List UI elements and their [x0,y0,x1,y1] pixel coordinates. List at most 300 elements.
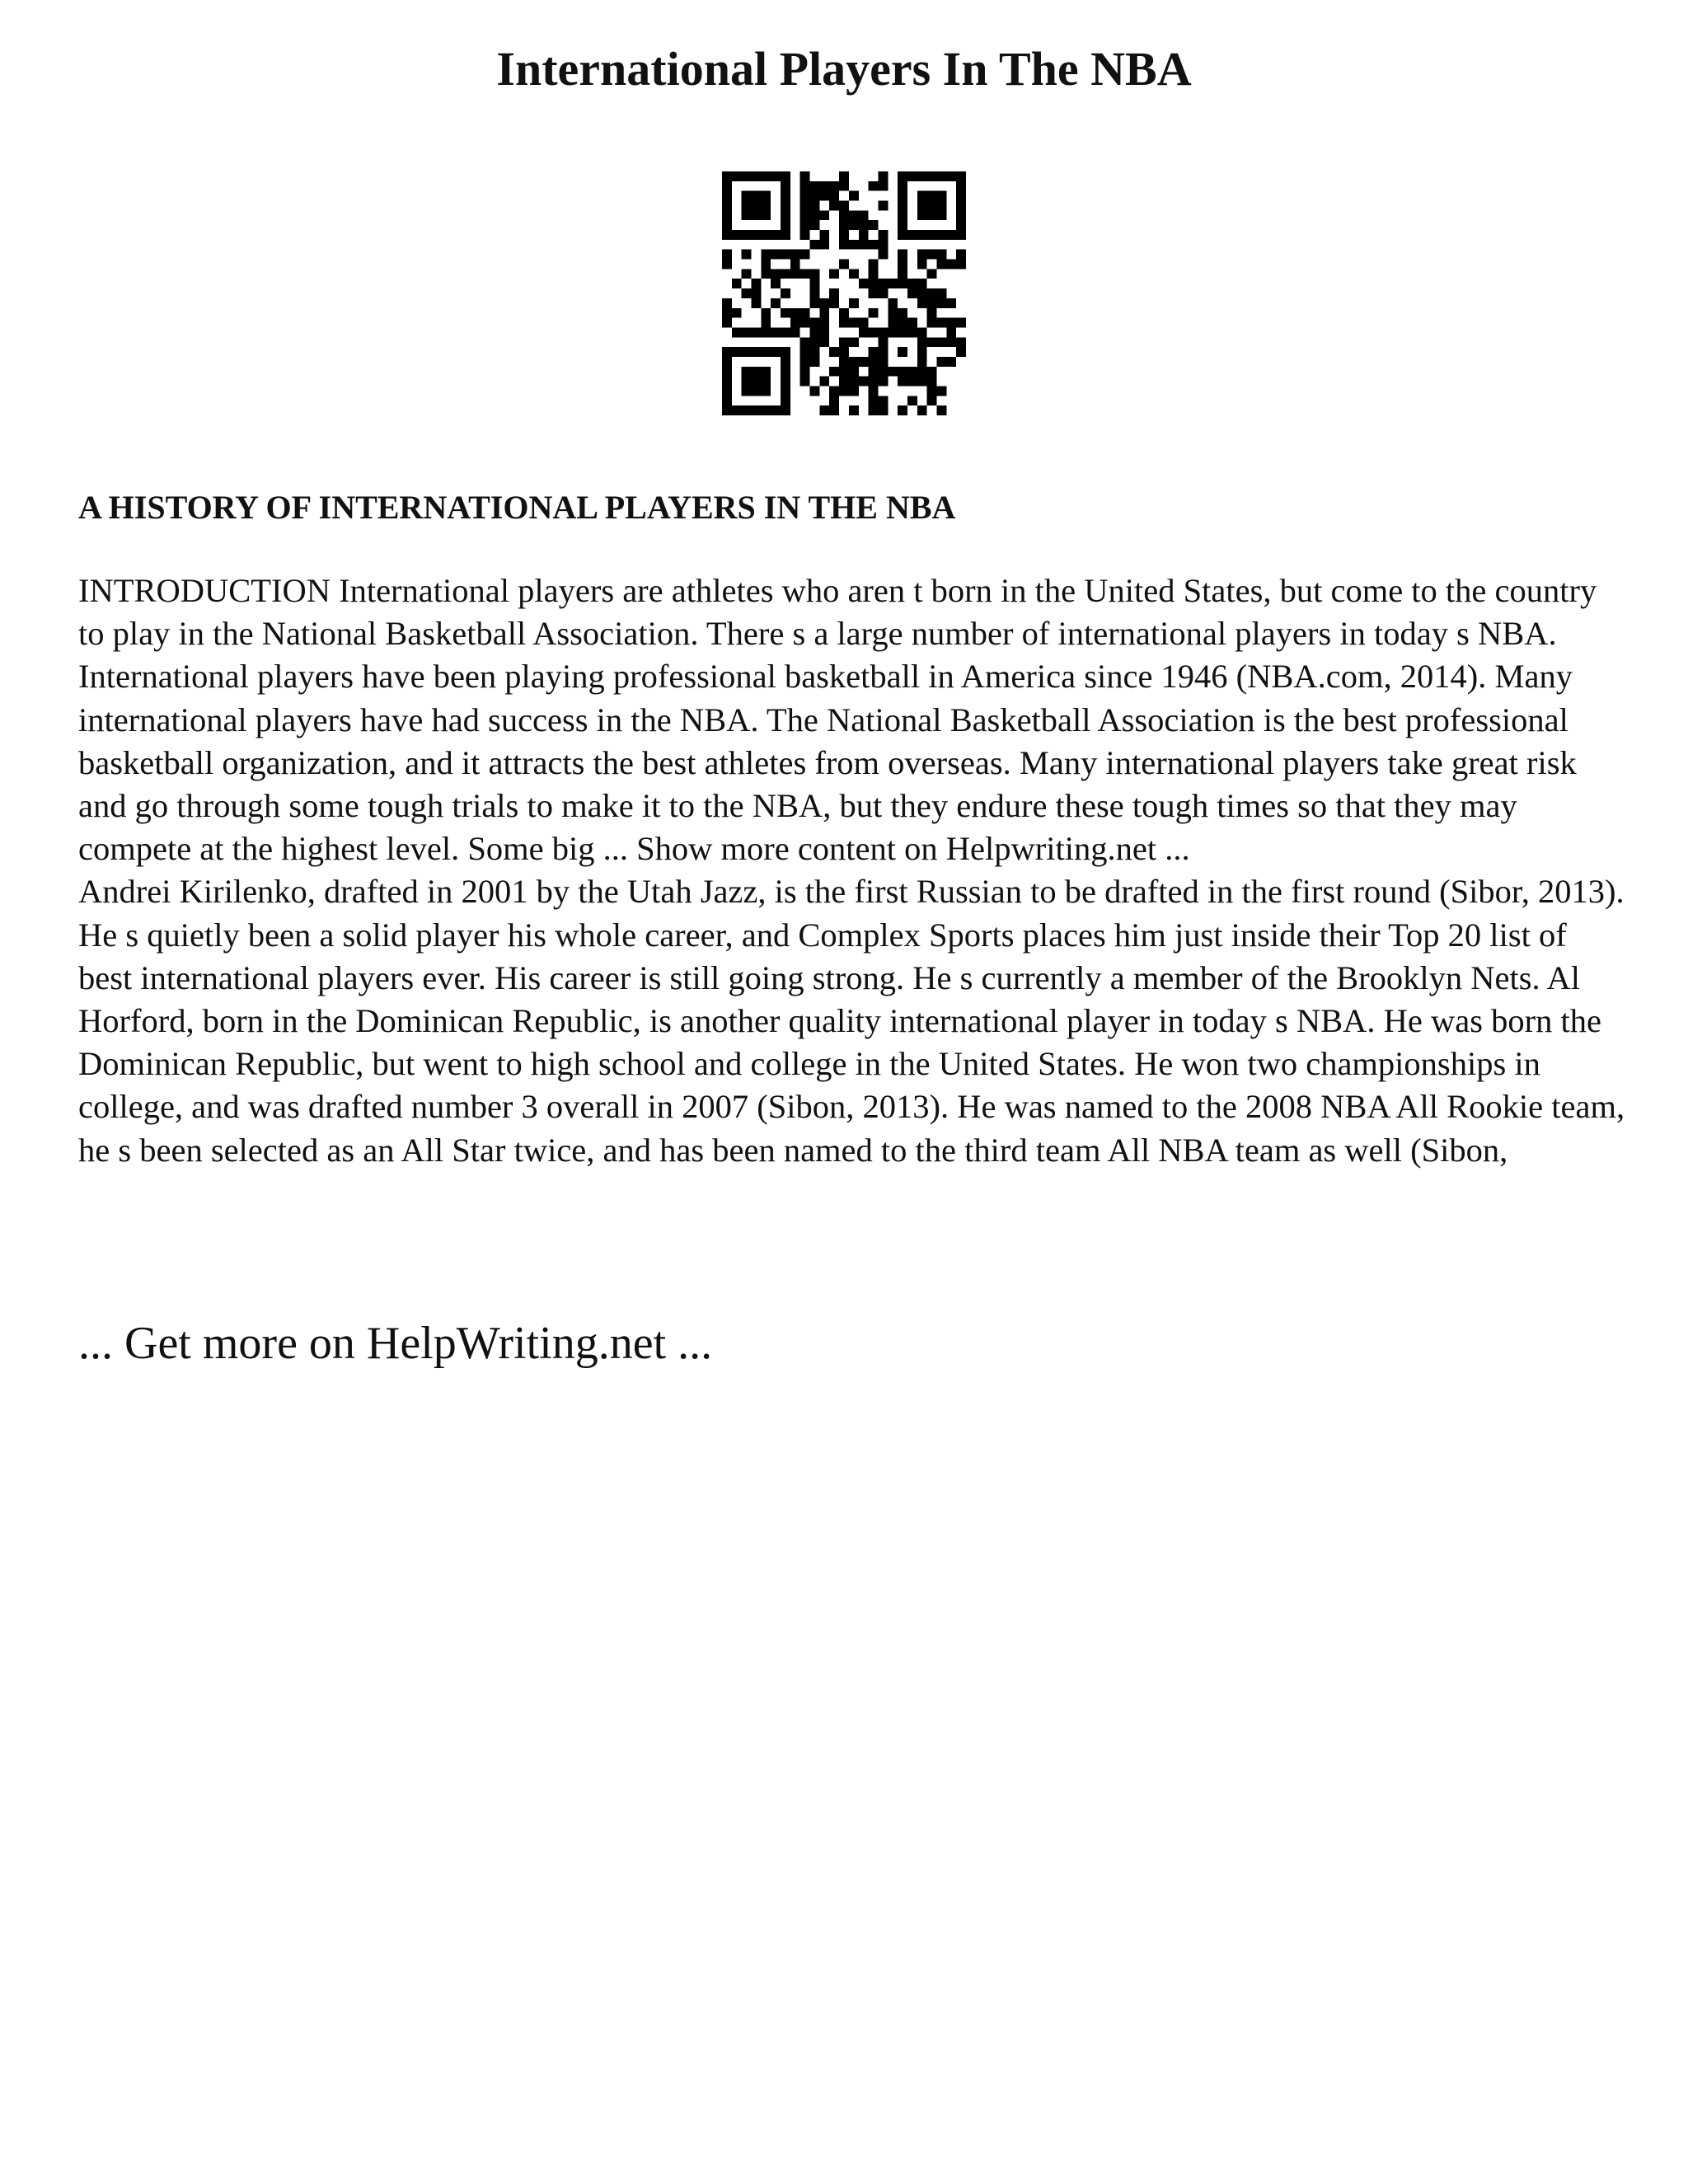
qr-module [869,288,879,298]
qr-module [849,298,859,308]
qr-module [810,318,820,328]
qr-module [839,318,849,328]
qr-module [869,308,879,318]
qr-module [781,386,790,396]
qr-module [810,240,820,250]
qr-module [800,220,810,230]
qr-module [790,250,800,260]
qr-module [722,201,732,211]
qr-module [907,171,917,181]
qr-module [829,405,839,415]
qr-module [829,181,839,191]
qr-module [839,386,849,396]
qr-module [742,171,752,181]
qr-module [800,230,810,240]
qr-module [927,298,937,308]
qr-module [878,367,888,377]
qr-module [878,337,888,347]
qr-module [859,327,869,337]
qr-module [869,386,879,396]
qr-module [917,260,927,269]
qr-module [869,327,879,337]
qr-module [907,279,917,288]
qr-module [936,201,946,211]
qr-module [956,220,966,230]
qr-module [917,191,927,201]
qr-module [869,396,879,405]
qr-module [907,377,917,387]
qr-module [829,201,839,211]
qr-module [761,171,771,181]
qr-module [878,347,888,357]
qr-module [917,357,927,367]
qr-module [752,171,762,181]
qr-module [771,405,781,415]
qr-module [927,288,937,298]
qr-module [722,250,732,260]
qr-module [771,269,781,279]
qr-module [810,269,820,279]
qr-module [946,298,956,308]
qr-module [839,337,849,347]
qr-module [829,386,839,396]
qr-module [936,318,946,328]
qr-module [859,220,869,230]
qr-module [819,318,829,328]
qr-module [888,308,898,318]
qr-module [752,210,762,220]
qr-module [810,191,820,201]
qr-module [917,327,927,337]
qr-module [888,327,898,337]
qr-module [742,250,752,260]
qr-module [898,279,907,288]
qr-module [927,201,937,211]
qr-module [859,377,869,387]
qr-module [878,396,888,405]
qr-module [810,327,820,337]
qr-module [849,386,859,396]
qr-module [781,357,790,367]
qr-module [917,298,927,308]
qr-module [761,201,771,211]
qr-module [917,367,927,377]
qr-module [888,279,898,288]
qr-module [781,377,790,387]
qr-module [819,181,829,191]
qr-module [917,347,927,357]
qr-module [810,337,820,347]
qr-module [781,220,790,230]
qr-module [898,181,907,191]
qr-module [927,367,937,377]
get-more-link[interactable]: ... Get more on HelpWriting.net ... [78,1318,713,1369]
qr-module [878,250,888,260]
qr-module [800,318,810,328]
qr-module [752,386,762,396]
qr-module [819,308,829,318]
qr-module [927,250,937,260]
qr-module [800,210,810,220]
qr-module [752,327,762,337]
qr-module [742,269,752,279]
qr-module [761,405,771,415]
qr-module [752,347,762,357]
qr-module [752,288,762,298]
qr-module [917,288,927,298]
qr-module [898,230,907,240]
qr-module [810,357,820,367]
qr-module [946,327,956,337]
qr-module [956,181,966,191]
qr-module [927,318,937,328]
qr-module [781,230,790,240]
qr-module [956,191,966,201]
qr-module [849,240,859,250]
qr-module [927,171,937,181]
qr-module [819,210,829,220]
qr-module [946,318,956,328]
qr-module [878,377,888,387]
qr-module [936,357,946,367]
qr-module [810,210,820,220]
article-body [78,569,1628,1172]
qr-module [819,337,829,347]
qr-module [869,269,879,279]
qr-module [800,181,810,191]
qr-module [781,308,790,318]
qr-module [810,201,820,211]
qr-module [742,201,752,211]
qr-module [819,191,829,201]
qr-module [936,210,946,220]
qr-module [956,250,966,260]
qr-module [722,181,732,191]
qr-module [927,210,937,220]
qr-module [917,405,927,415]
qr-module [742,191,752,201]
qr-module [936,250,946,260]
qr-module [790,269,800,279]
qr-module [722,347,732,357]
qr-module [946,171,956,181]
qr-module [742,405,752,415]
qr-module [761,250,771,260]
qr-module [956,210,966,220]
qr-module [839,201,849,211]
qr-module [956,318,966,328]
qr-module [761,308,771,318]
qr-module [869,357,879,367]
qr-module [859,357,869,367]
qr-module [722,171,732,181]
qr-module [946,357,956,367]
qr-module [869,377,879,387]
qr-module [839,171,849,181]
qr-module [800,171,810,181]
qr-module [869,181,879,191]
qr-module [722,260,732,269]
qr-module [800,337,810,347]
qr-module [722,396,732,405]
qr-module [839,240,849,250]
qr-module [936,298,946,308]
qr-module [936,230,946,240]
paragraph-introduction: INTRODUCTION International players are athletes who aren t born in the United States, but come to the country to play in the National Basketball Association. There s a large number of international players in today s NBA. International players have been playing professional basketball in America since 1946 (NBA.com, 2014). Many international players have had success in the NBA. The National Basketball Association is the best professional basketball organization, and it attracts the best athletes from overseas. Many international players take great risk and go through some tough trials to make it to the NBA, but they endure these tough times so that they may compete at the highest level. Some big ... Show more content on Helpwriting.net ... [78,572,1597,868]
qr-module [907,327,917,337]
qr-module [849,367,859,377]
qr-module [849,269,859,279]
qr-module [800,269,810,279]
qr-module [839,347,849,357]
qr-module [829,191,839,201]
qr-module [917,210,927,220]
qr-module [878,405,888,415]
qr-module [927,269,937,279]
qr-module [878,357,888,367]
qr-module [878,240,888,250]
qr-module [800,191,810,201]
qr-module [859,210,869,220]
qr-module [752,191,762,201]
qr-module [907,396,917,405]
qr-module [732,279,742,288]
qr-module [732,327,742,337]
qr-module [878,181,888,191]
qr-module [810,386,820,396]
qr-module [752,279,762,288]
qr-module [917,337,927,347]
qr-module [761,386,771,396]
qr-code[interactable] [722,171,966,415]
qr-module [810,279,820,288]
qr-module [781,396,790,405]
qr-module [771,171,781,181]
qr-module [888,318,898,328]
qr-module [761,377,771,387]
qr-module [839,367,849,377]
qr-module [849,337,859,347]
qr-module [800,308,810,318]
qr-module [849,405,859,415]
qr-module [819,327,829,337]
qr-module [917,171,927,181]
qr-module [761,367,771,377]
qr-module [839,220,849,230]
qr-module [839,181,849,191]
qr-module [732,171,742,181]
qr-module [927,386,937,396]
qr-module [722,298,732,308]
qr-module [800,250,810,260]
qr-module [927,396,937,405]
qr-module [907,318,917,328]
qr-module [849,357,859,367]
qr-module [898,347,907,357]
qr-module [752,201,762,211]
qr-module [898,269,907,279]
qr-module [722,220,732,230]
qr-module [810,347,820,357]
qr-module [898,327,907,337]
qr-module [752,230,762,240]
qr-module [781,288,790,298]
qr-module [810,220,820,230]
qr-module [771,250,781,260]
qr-module [742,210,752,220]
qr-module [878,279,888,288]
qr-module [869,260,879,269]
qr-module [722,210,732,220]
qr-module [898,308,907,318]
qr-module [839,230,849,240]
qr-module [781,327,790,337]
qr-module [761,191,771,201]
qr-module [936,337,946,347]
qr-module [829,347,839,357]
qr-module [800,367,810,377]
qr-module [927,377,937,387]
qr-module [898,405,907,415]
qr-module [771,230,781,240]
qr-module [722,318,732,328]
qr-module [752,298,762,308]
qr-module [878,171,888,181]
qr-module [839,260,849,269]
qr-module [829,396,839,405]
qr-module [810,288,820,298]
qr-module [878,201,888,211]
qr-module [829,367,839,377]
qr-module [781,191,790,201]
qr-module [956,171,966,181]
qr-module [781,347,790,357]
qr-module [761,260,771,269]
qr-module [800,357,810,367]
qr-module [907,288,917,298]
qr-module [956,230,966,240]
qr-module [898,318,907,328]
qr-module [819,298,829,308]
qr-module [898,201,907,211]
qr-module [722,377,732,387]
qr-module [849,210,859,220]
qr-module [752,405,762,415]
qr-module [742,347,752,357]
qr-module [810,298,820,308]
qr-module [936,260,946,269]
qr-module [742,386,752,396]
qr-module [898,171,907,181]
qr-module [839,377,849,387]
qr-module [898,191,907,201]
qr-module [859,279,869,288]
qr-module [829,298,839,308]
qr-module [790,327,800,337]
qr-module [742,230,752,240]
qr-module [781,201,790,211]
qr-module [839,308,849,318]
qr-module [927,308,937,318]
qr-module [790,318,800,328]
qr-module [781,367,790,377]
qr-module [859,230,869,240]
qr-module [917,201,927,211]
section-heading: A HISTORY OF INTERNATIONAL PLAYERS IN THE NBA [78,489,956,526]
qr-module [732,347,742,357]
qr-module [722,230,732,240]
qr-module [722,386,732,396]
qr-module [936,405,946,415]
qr-module [898,250,907,260]
qr-module [800,201,810,211]
qr-module [790,308,800,318]
qr-module [761,318,771,328]
qr-module [839,210,849,220]
qr-module [819,405,829,415]
qr-module [761,269,771,279]
qr-module [829,288,839,298]
qr-module [878,327,888,337]
qr-module [781,171,790,181]
qr-module [888,298,898,308]
qr-module [742,377,752,387]
qr-module [869,367,879,377]
qr-module [849,377,859,387]
qr-module [898,260,907,269]
qr-module [898,377,907,387]
qr-module [781,250,790,260]
qr-module [936,171,946,181]
qr-module [849,220,859,230]
qr-module [761,230,771,240]
qr-module [936,386,946,396]
qr-module [849,318,859,328]
document-title: International Players In The NBA [496,42,1192,96]
qr-module [771,298,781,308]
qr-module [917,230,927,240]
qr-module [946,337,956,347]
qr-module [761,347,771,357]
qr-module [869,347,879,357]
qr-module [781,405,790,415]
qr-module [829,269,839,279]
qr-module [722,357,732,367]
qr-module [946,230,956,240]
qr-module [732,230,742,240]
qr-module [956,201,966,211]
qr-module [810,181,820,191]
qr-module [771,279,781,288]
qr-module [898,367,907,377]
qr-module [859,240,869,250]
qr-module [956,337,966,347]
qr-module [839,357,849,367]
qr-module [878,288,888,298]
qr-module [752,377,762,387]
qr-module [819,240,829,250]
qr-module [849,191,859,201]
qr-module [819,230,829,240]
qr-module [781,181,790,191]
qr-module [898,220,907,230]
qr-module [732,405,742,415]
qr-module [869,405,879,415]
qr-module [927,230,937,240]
qr-module [946,260,956,269]
qr-module [819,377,829,387]
qr-module [732,308,742,318]
